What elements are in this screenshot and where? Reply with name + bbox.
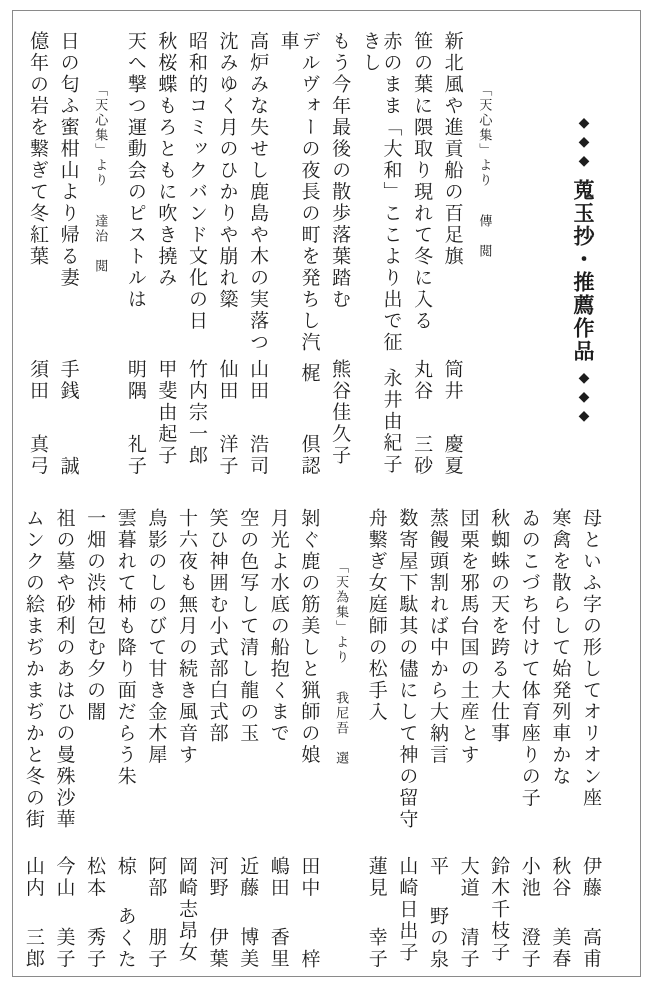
author-given-name: 幸子 [365, 927, 387, 970]
author-surname: 仙田 [216, 359, 238, 402]
author-surname: 椋 [114, 856, 136, 878]
verse-text: 団栗を邪馬台国の土産とす [457, 508, 479, 766]
header-selector-name: 我尼吾 [334, 691, 350, 736]
header-selector-name: 達治 [93, 214, 109, 244]
author-given-name: 清子 [457, 927, 479, 970]
author-name [175, 856, 196, 970]
author-name [441, 359, 462, 477]
poem-column [185, 31, 206, 477]
poem-column [267, 508, 288, 970]
section-header [91, 31, 110, 477]
author-given-name: 博美 [237, 927, 259, 970]
poem-column [83, 508, 104, 970]
verse-text: 高炉みな失せし鹿島や木の実落つ [247, 31, 269, 354]
verse-text: 笑ひ神囲む小式部白式部 [206, 508, 228, 745]
header-source-label: 「天心集」より [477, 83, 493, 188]
author-surname: 阿部 [145, 856, 167, 899]
verse-text: 沈みゆく月のひかりや崩れ簗 [216, 31, 238, 311]
author-given-name: 真弓 [27, 434, 49, 477]
poem-column [216, 31, 237, 477]
poem-column [277, 31, 319, 477]
author-name [114, 856, 135, 970]
poem-column [144, 508, 165, 970]
verse-text: デルヴォーの夜長の町を発ちし汽車 [277, 31, 320, 354]
verse-text: 鳥影のしのびて甘き金木犀 [145, 508, 167, 766]
author-name [457, 856, 478, 970]
author-given-name: 礼子 [124, 434, 146, 477]
author-given-name: 慶夏 [441, 434, 463, 477]
author-name [487, 856, 508, 970]
author-given-name: 梓 [298, 948, 320, 970]
author-surname: 甲斐由起子 [155, 359, 177, 467]
author-surname: 明隅 [124, 359, 146, 402]
author-surname: 秋谷 [549, 856, 571, 899]
author-name [144, 856, 165, 970]
author-name [22, 856, 43, 970]
author-name [518, 856, 539, 970]
poem-column [549, 508, 570, 970]
author-surname: 岡崎志昂女 [175, 856, 197, 964]
author-given-name: 誠 [57, 455, 79, 477]
verse-text: 蒸饅頭割れば中から大納言 [426, 508, 448, 766]
author-given-name: 美春 [549, 927, 571, 970]
author-surname: 山内 [22, 856, 44, 899]
author-name [410, 359, 431, 477]
author-name [236, 856, 257, 970]
author-name [359, 368, 401, 477]
author-surname: 大道 [457, 856, 479, 899]
author-name [365, 856, 386, 970]
section-header [332, 508, 351, 970]
header-selector-name: 傳 [477, 214, 493, 229]
poem-column [53, 508, 74, 970]
verse-text: 空の色写して清し龍の玉 [237, 508, 259, 745]
header-role-label: 閲 [477, 244, 493, 259]
verse-text: 昭和的コミックバンド文化の日 [185, 31, 207, 332]
verse-text: 天へ撃つ運動会のピストルは [124, 31, 146, 311]
poem-column [359, 31, 401, 477]
author-surname: 手銭 [57, 359, 79, 402]
header-source-label: 「天為集」より [334, 560, 350, 665]
verse-text: 雲暮れて柿も降り面だらう朱 [114, 508, 136, 788]
author-name [328, 359, 349, 477]
author-surname: 竹内宗一郎 [185, 359, 207, 467]
verse-text: 母といふ字の形してオリオン座 [580, 508, 601, 809]
author-name [246, 359, 267, 477]
author-name [216, 359, 237, 477]
poem-column [298, 508, 319, 970]
author-given-name: 倶認 [298, 434, 320, 477]
verse-text: 寒禽を散らして始発列車かな [549, 508, 571, 788]
poem-column [487, 508, 508, 970]
poem-column [236, 508, 257, 970]
verse-text: 笹の葉に隈取り現れて冬に入る [411, 31, 433, 332]
author-name [206, 856, 227, 970]
header-source-label: 「天心集」より [93, 83, 109, 188]
poem-column [395, 508, 416, 970]
poem-column [57, 31, 78, 477]
author-surname: 蓮見 [365, 856, 387, 899]
author-surname: 嶋田 [267, 856, 289, 899]
verse-text: 舟繋ぎ女庭師の松手入 [365, 508, 387, 723]
author-given-name: 伊葉 [206, 927, 228, 970]
verse-text: 億年の岩を繋ぎて冬紅葉 [27, 31, 49, 268]
author-surname: 河野 [206, 856, 228, 899]
lower-section [22, 508, 600, 970]
author-given-name: 野の泉 [426, 905, 448, 970]
author-given-name: 香里 [267, 927, 289, 970]
poem-column [441, 31, 462, 477]
author-name [53, 856, 74, 970]
author-name [298, 856, 319, 970]
author-surname: 須田 [27, 359, 49, 402]
author-surname: 鈴木千枝子 [488, 856, 510, 964]
author-surname: 今山 [53, 856, 75, 899]
author-surname: 熊谷佳久子 [329, 359, 351, 467]
author-given-name: 秀子 [84, 927, 106, 970]
author-given-name: 澄子 [518, 927, 540, 970]
verse-text: 一畑の渋柿包む夕の闇 [84, 508, 106, 723]
author-name [83, 856, 104, 970]
author-name [185, 359, 206, 477]
diamond-ornament-bottom: ◆◆◆ [576, 370, 591, 427]
poem-column [206, 508, 227, 970]
verse-text: 数寄屋下駄其の儘にして神の留守 [396, 508, 418, 831]
author-surname: 山田 [247, 359, 269, 402]
author-name [395, 856, 416, 970]
verse-text: 秋桜蝶もろともに吹き撓み [155, 31, 177, 289]
author-surname: 松本 [84, 856, 106, 899]
header-role-label: 選 [334, 751, 350, 766]
poem-column [410, 31, 431, 477]
author-given-name: 高甫 [580, 927, 601, 970]
page-title: 蒐玉抄・推薦作品 [571, 179, 595, 363]
poem-column [457, 508, 478, 970]
author-surname: 田中 [298, 856, 320, 899]
poem-column [328, 31, 349, 477]
verse-text: 日の匂ふ蜜柑山より帰る妻 [57, 31, 79, 289]
poem-column [154, 31, 175, 477]
author-name [124, 359, 145, 477]
author-name [26, 359, 47, 477]
poem-column [114, 508, 135, 970]
poem-column [124, 31, 145, 477]
verse-text: 十六夜も無月の続き風音す [175, 508, 197, 766]
author-given-name: 美子 [53, 927, 75, 970]
author-given-name: 三郎 [22, 927, 44, 970]
poem-column [518, 508, 539, 970]
diamond-ornament-top: ◆◆◆ [576, 115, 591, 172]
author-surname: 小池 [518, 856, 540, 899]
author-name [426, 856, 447, 970]
verse-text: ムンクの絵まぢかまぢかと冬の街 [22, 508, 44, 831]
author-given-name: 洋子 [216, 434, 238, 477]
poem-column [22, 508, 43, 970]
verse-text: 新北風や進貢船の百足旗 [441, 31, 463, 268]
upper-section [26, 31, 598, 477]
author-surname: 平 [426, 856, 448, 878]
section-header [475, 31, 494, 477]
verse-text: 月光よ水底の船抱くまで [267, 508, 289, 745]
author-given-name: あくた [114, 905, 136, 970]
author-surname: 丸谷 [411, 359, 433, 402]
author-surname: 山崎日出子 [396, 856, 418, 964]
author-name [579, 856, 600, 970]
page-title-column [568, 31, 598, 477]
verse-text: 剝ぐ鹿の筋美しと猟師の娘 [298, 508, 320, 766]
verse-text: 秋蜘蛛の天を跨る大仕事 [488, 508, 510, 745]
verse-text: ゐのこづち付けて体育座りの子 [518, 508, 540, 809]
author-given-name: 三砂 [411, 434, 433, 477]
author-surname: 筒井 [441, 359, 463, 402]
poem-column [26, 31, 47, 477]
author-surname: 梶 [298, 363, 320, 385]
author-given-name: 朋子 [145, 927, 167, 970]
author-given-name: 浩司 [247, 434, 269, 477]
author-surname: 近藤 [237, 856, 259, 899]
header-role-label: 閲 [93, 259, 109, 274]
poem-column [246, 31, 267, 477]
verse-text: 赤のまま「大和」ここより出で征きし [359, 31, 402, 354]
poem-column [175, 508, 196, 970]
author-name [154, 359, 175, 477]
author-name [277, 363, 319, 477]
verse-text: 祖の墓や砂利のあはひの曼殊沙華 [53, 508, 75, 831]
author-name [57, 359, 78, 477]
poem-column [365, 508, 386, 970]
poem-column [579, 508, 600, 970]
author-name [267, 856, 288, 970]
verse-text: もう今年最後の散歩落葉踏む [329, 31, 351, 311]
author-surname: 伊藤 [580, 856, 601, 899]
author-name [549, 856, 570, 970]
poem-column [426, 508, 447, 970]
author-surname: 永井由紀子 [380, 368, 402, 476]
